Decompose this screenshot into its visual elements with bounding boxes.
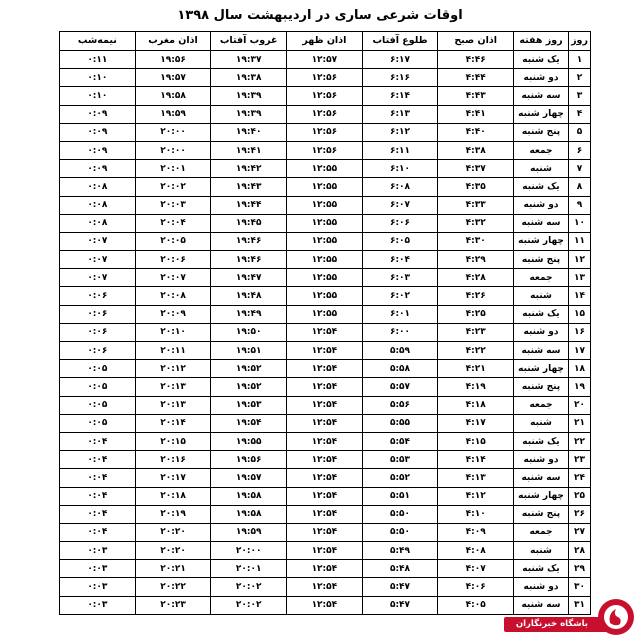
cell-weekday: پنج شنبه <box>514 123 569 141</box>
cell-sunrise: ۶:۰۳ <box>362 269 438 287</box>
cell-sunrise: ۵:۵۳ <box>362 451 438 469</box>
cell-weekday: یک شنبه <box>514 305 569 323</box>
cell-maghrib: ۲۰:۲۱ <box>135 560 211 578</box>
cell-day-num: ۱۱ <box>569 232 591 250</box>
cell-midnight: ۰:۰۵ <box>60 414 136 432</box>
cell-sunset: ۱۹:۵۸ <box>211 505 287 523</box>
cell-day-num: ۶ <box>569 141 591 159</box>
cell-midnight: ۰:۰۶ <box>60 287 136 305</box>
cell-sunrise: ۵:۵۰ <box>362 505 438 523</box>
table-row <box>60 196 591 214</box>
cell-maghrib: ۲۰:۰۷ <box>135 269 211 287</box>
cell-fajr: ۴:۲۹ <box>438 251 514 269</box>
cell-fajr: ۴:۴۰ <box>438 123 514 141</box>
cell-fajr: ۴:۳۰ <box>438 232 514 250</box>
cell-maghrib: ۱۹:۵۹ <box>135 105 211 123</box>
cell-day-num: ۱۴ <box>569 287 591 305</box>
cell-sunrise: ۶:۰۱ <box>362 305 438 323</box>
header-day: روز <box>569 32 591 51</box>
cell-fajr: ۴:۱۳ <box>438 469 514 487</box>
cell-midnight: ۰:۱۰ <box>60 87 136 105</box>
cell-maghrib: ۲۰:۱۸ <box>135 487 211 505</box>
cell-sunrise: ۵:۴۸ <box>362 560 438 578</box>
cell-sunrise: ۵:۵۶ <box>362 396 438 414</box>
cell-day-num: ۲۴ <box>569 469 591 487</box>
cell-maghrib: ۲۰:۱۵ <box>135 432 211 450</box>
cell-midnight: ۰:۰۹ <box>60 123 136 141</box>
cell-day-num: ۱۰ <box>569 214 591 232</box>
cell-weekday: شنبه <box>514 542 569 560</box>
table-row <box>60 323 591 341</box>
cell-day-num: ۲۵ <box>569 487 591 505</box>
cell-sunrise: ۶:۰۸ <box>362 178 438 196</box>
cell-sunrise: ۶:۰۰ <box>362 323 438 341</box>
cell-fajr: ۴:۲۱ <box>438 360 514 378</box>
cell-dhuhr: ۱۲:۵۴ <box>287 578 363 596</box>
table-row <box>60 214 591 232</box>
cell-dhuhr: ۱۲:۵۴ <box>287 396 363 414</box>
cell-maghrib: ۲۰:۰۴ <box>135 214 211 232</box>
cell-fajr: ۴:۴۱ <box>438 105 514 123</box>
cell-fajr: ۴:۳۷ <box>438 160 514 178</box>
cell-sunset: ۱۹:۳۷ <box>211 51 287 69</box>
cell-dhuhr: ۱۲:۵۴ <box>287 523 363 541</box>
table-row <box>60 560 591 578</box>
table-row <box>60 396 591 414</box>
cell-sunset: ۱۹:۵۶ <box>211 451 287 469</box>
cell-sunrise: ۶:۰۷ <box>362 196 438 214</box>
cell-fajr: ۴:۱۵ <box>438 432 514 450</box>
table-row <box>60 269 591 287</box>
cell-sunrise: ۵:۴۹ <box>362 542 438 560</box>
cell-dhuhr: ۱۲:۵۵ <box>287 305 363 323</box>
cell-sunset: ۱۹:۴۵ <box>211 214 287 232</box>
cell-sunrise: ۵:۵۱ <box>362 487 438 505</box>
cell-midnight: ۰:۰۶ <box>60 305 136 323</box>
prayer-times-table <box>59 31 591 615</box>
cell-midnight: ۰:۰۹ <box>60 105 136 123</box>
header-sunrise: طلوع آفتاب <box>362 32 438 51</box>
cell-weekday: دو شنبه <box>514 196 569 214</box>
table-row <box>60 378 591 396</box>
cell-dhuhr: ۱۲:۵۴ <box>287 360 363 378</box>
table-row <box>60 487 591 505</box>
cell-maghrib: ۲۰:۱۲ <box>135 360 211 378</box>
cell-dhuhr: ۱۲:۵۴ <box>287 432 363 450</box>
table-row <box>60 414 591 432</box>
cell-sunset: ۲۰:۰۲ <box>211 596 287 614</box>
cell-midnight: ۰:۰۷ <box>60 269 136 287</box>
cell-dhuhr: ۱۲:۵۴ <box>287 505 363 523</box>
table-row <box>60 542 591 560</box>
cell-midnight: ۰:۰۸ <box>60 196 136 214</box>
cell-midnight: ۰:۰۳ <box>60 596 136 614</box>
cell-maghrib: ۲۰:۱۷ <box>135 469 211 487</box>
cell-day-num: ۲۹ <box>569 560 591 578</box>
table-row <box>60 105 591 123</box>
table-row <box>60 69 591 87</box>
cell-sunset: ۱۹:۵۱ <box>211 342 287 360</box>
cell-midnight: ۰:۰۵ <box>60 360 136 378</box>
cell-sunset: ۱۹:۴۸ <box>211 287 287 305</box>
cell-dhuhr: ۱۲:۵۵ <box>287 214 363 232</box>
cell-midnight: ۰:۰۴ <box>60 451 136 469</box>
cell-weekday: چهار شنبه <box>514 360 569 378</box>
cell-weekday: جمعه <box>514 269 569 287</box>
cell-fajr: ۴:۳۲ <box>438 214 514 232</box>
cell-dhuhr: ۱۲:۵۶ <box>287 141 363 159</box>
cell-maghrib: ۱۹:۵۷ <box>135 69 211 87</box>
cell-dhuhr: ۱۲:۵۵ <box>287 178 363 196</box>
header-midnight: نیمه‌شب <box>60 32 136 51</box>
cell-midnight: ۰:۰۳ <box>60 542 136 560</box>
cell-midnight: ۰:۰۹ <box>60 160 136 178</box>
cell-sunset: ۱۹:۵۲ <box>211 360 287 378</box>
cell-sunset: ۱۹:۵۳ <box>211 396 287 414</box>
cell-weekday: دو شنبه <box>514 323 569 341</box>
cell-day-num: ۱۶ <box>569 323 591 341</box>
cell-weekday: چهار شنبه <box>514 232 569 250</box>
cell-sunrise: ۵:۴۷ <box>362 596 438 614</box>
cell-sunset: ۱۹:۳۹ <box>211 87 287 105</box>
cell-weekday: یک شنبه <box>514 178 569 196</box>
cell-sunrise: ۶:۱۱ <box>362 141 438 159</box>
cell-fajr: ۴:۱۴ <box>438 451 514 469</box>
cell-day-num: ۴ <box>569 105 591 123</box>
cell-sunset: ۱۹:۴۳ <box>211 178 287 196</box>
cell-sunset: ۱۹:۴۶ <box>211 251 287 269</box>
table-row <box>60 578 591 596</box>
header-fajr: اذان صبح <box>438 32 514 51</box>
cell-weekday: یک شنبه <box>514 560 569 578</box>
cell-weekday: شنبه <box>514 160 569 178</box>
cell-midnight: ۰:۱۰ <box>60 69 136 87</box>
cell-dhuhr: ۱۲:۵۶ <box>287 87 363 105</box>
table-row <box>60 232 591 250</box>
cell-midnight: ۰:۰۳ <box>60 578 136 596</box>
cell-dhuhr: ۱۲:۵۴ <box>287 342 363 360</box>
header-maghrib: اذان مغرب <box>135 32 211 51</box>
cell-day-num: ۲۷ <box>569 523 591 541</box>
cell-fajr: ۴:۲۳ <box>438 323 514 341</box>
cell-day-num: ۱۷ <box>569 342 591 360</box>
table-row <box>60 342 591 360</box>
header-sunset: غروب آفتاب <box>211 32 287 51</box>
cell-maghrib: ۲۰:۰۶ <box>135 251 211 269</box>
cell-sunrise: ۶:۱۷ <box>362 51 438 69</box>
cell-sunset: ۱۹:۴۷ <box>211 269 287 287</box>
cell-day-num: ۲۸ <box>569 542 591 560</box>
cell-dhuhr: ۱۲:۵۵ <box>287 232 363 250</box>
cell-sunrise: ۶:۱۲ <box>362 123 438 141</box>
cell-midnight: ۰:۰۴ <box>60 469 136 487</box>
cell-maghrib: ۲۰:۱۶ <box>135 451 211 469</box>
cell-maghrib: ۲۰:۱۳ <box>135 396 211 414</box>
cell-sunrise: ۶:۱۰ <box>362 160 438 178</box>
cell-sunset: ۱۹:۵۲ <box>211 378 287 396</box>
table-row <box>60 523 591 541</box>
cell-sunrise: ۵:۵۰ <box>362 523 438 541</box>
cell-weekday: شنبه <box>514 414 569 432</box>
cell-day-num: ۲۳ <box>569 451 591 469</box>
cell-sunset: ۲۰:۰۰ <box>211 542 287 560</box>
cell-weekday: سه شنبه <box>514 214 569 232</box>
cell-sunset: ۱۹:۳۸ <box>211 69 287 87</box>
cell-fajr: ۴:۰۷ <box>438 560 514 578</box>
cell-midnight: ۰:۰۴ <box>60 523 136 541</box>
cell-maghrib: ۲۰:۰۵ <box>135 232 211 250</box>
table-row <box>60 432 591 450</box>
cell-fajr: ۴:۰۵ <box>438 596 514 614</box>
cell-day-num: ۱۸ <box>569 360 591 378</box>
table-row <box>60 287 591 305</box>
cell-sunset: ۲۰:۰۱ <box>211 560 287 578</box>
cell-dhuhr: ۱۲:۵۷ <box>287 51 363 69</box>
cell-maghrib: ۱۹:۵۶ <box>135 51 211 69</box>
cell-maghrib: ۱۹:۵۸ <box>135 87 211 105</box>
cell-fajr: ۴:۲۶ <box>438 287 514 305</box>
cell-fajr: ۴:۰۹ <box>438 523 514 541</box>
cell-fajr: ۴:۰۸ <box>438 542 514 560</box>
cell-weekday: دو شنبه <box>514 451 569 469</box>
cell-midnight: ۰:۰۵ <box>60 396 136 414</box>
table-row <box>60 505 591 523</box>
cell-sunrise: ۶:۰۲ <box>362 287 438 305</box>
cell-dhuhr: ۱۲:۵۴ <box>287 451 363 469</box>
cell-dhuhr: ۱۲:۵۵ <box>287 269 363 287</box>
cell-sunrise: ۶:۰۴ <box>362 251 438 269</box>
cell-weekday: یک شنبه <box>514 432 569 450</box>
cell-maghrib: ۲۰:۱۰ <box>135 323 211 341</box>
cell-weekday: جمعه <box>514 523 569 541</box>
table-row <box>60 141 591 159</box>
cell-fajr: ۴:۱۷ <box>438 414 514 432</box>
cell-sunset: ۱۹:۵۴ <box>211 414 287 432</box>
table-row <box>60 251 591 269</box>
cell-midnight: ۰:۰۴ <box>60 505 136 523</box>
cell-sunrise: ۵:۵۲ <box>362 469 438 487</box>
cell-day-num: ۱۲ <box>569 251 591 269</box>
cell-midnight: ۰:۱۱ <box>60 51 136 69</box>
cell-dhuhr: ۱۲:۵۶ <box>287 69 363 87</box>
header-weekday: روز هفته <box>514 32 569 51</box>
cell-dhuhr: ۱۲:۵۴ <box>287 542 363 560</box>
cell-sunset: ۱۹:۵۰ <box>211 323 287 341</box>
cell-day-num: ۳ <box>569 87 591 105</box>
cell-sunset: ۱۹:۴۲ <box>211 160 287 178</box>
cell-weekday: سه شنبه <box>514 87 569 105</box>
cell-weekday: سه شنبه <box>514 469 569 487</box>
cell-day-num: ۱ <box>569 51 591 69</box>
cell-sunrise: ۶:۱۶ <box>362 69 438 87</box>
table-row <box>60 51 591 69</box>
cell-fajr: ۴:۰۶ <box>438 578 514 596</box>
cell-sunrise: ۶:۰۶ <box>362 214 438 232</box>
table-row <box>60 305 591 323</box>
cell-day-num: ۱۹ <box>569 378 591 396</box>
cell-day-num: ۲ <box>569 69 591 87</box>
cell-midnight: ۰:۰۷ <box>60 232 136 250</box>
cell-maghrib: ۲۰:۱۱ <box>135 342 211 360</box>
cell-day-num: ۷ <box>569 160 591 178</box>
cell-maghrib: ۲۰:۱۴ <box>135 414 211 432</box>
page-title: اوقات شرعی ساری در اردیبهشت سال ۱۳۹۸ <box>177 8 463 23</box>
cell-day-num: ۸ <box>569 178 591 196</box>
cell-day-num: ۵ <box>569 123 591 141</box>
cell-sunrise: ۶:۱۴ <box>362 87 438 105</box>
cell-sunrise: ۵:۵۵ <box>362 414 438 432</box>
cell-sunrise: ۵:۵۹ <box>362 342 438 360</box>
cell-maghrib: ۲۰:۲۰ <box>135 523 211 541</box>
cell-dhuhr: ۱۲:۵۴ <box>287 560 363 578</box>
cell-maghrib: ۲۰:۰۹ <box>135 305 211 323</box>
cell-midnight: ۰:۰۶ <box>60 342 136 360</box>
cell-maghrib: ۲۰:۰۸ <box>135 287 211 305</box>
cell-day-num: ۱۳ <box>569 269 591 287</box>
cell-fajr: ۴:۱۲ <box>438 487 514 505</box>
cell-weekday: جمعه <box>514 141 569 159</box>
cell-dhuhr: ۱۲:۵۵ <box>287 160 363 178</box>
cell-day-num: ۹ <box>569 196 591 214</box>
cell-dhuhr: ۱۲:۵۶ <box>287 123 363 141</box>
cell-midnight: ۰:۰۸ <box>60 214 136 232</box>
cell-day-num: ۳۰ <box>569 578 591 596</box>
cell-weekday: شنبه <box>514 287 569 305</box>
cell-day-num: ۲۲ <box>569 432 591 450</box>
cell-midnight: ۰:۰۴ <box>60 487 136 505</box>
cell-weekday: سه شنبه <box>514 342 569 360</box>
cell-weekday: پنج شنبه <box>514 505 569 523</box>
cell-fajr: ۴:۳۵ <box>438 178 514 196</box>
watermark-text: باشگاه خبرنگاران <box>504 617 614 632</box>
cell-midnight: ۰:۰۸ <box>60 178 136 196</box>
cell-dhuhr: ۱۲:۵۵ <box>287 251 363 269</box>
cell-maghrib: ۲۰:۲۰ <box>135 542 211 560</box>
cell-dhuhr: ۱۲:۵۴ <box>287 378 363 396</box>
cell-sunrise: ۵:۵۷ <box>362 378 438 396</box>
cell-day-num: ۳۱ <box>569 596 591 614</box>
table-row <box>60 160 591 178</box>
cell-sunset: ۱۹:۴۶ <box>211 232 287 250</box>
cell-sunset: ۱۹:۵۷ <box>211 469 287 487</box>
cell-sunset: ۲۰:۰۲ <box>211 578 287 596</box>
cell-fajr: ۴:۱۹ <box>438 378 514 396</box>
cell-maghrib: ۲۰:۰۰ <box>135 141 211 159</box>
table-row <box>60 123 591 141</box>
cell-maghrib: ۲۰:۰۱ <box>135 160 211 178</box>
cell-maghrib: ۲۰:۰۰ <box>135 123 211 141</box>
cell-fajr: ۴:۱۸ <box>438 396 514 414</box>
cell-weekday: دو شنبه <box>514 69 569 87</box>
cell-maghrib: ۲۰:۰۳ <box>135 196 211 214</box>
cell-weekday: یک شنبه <box>514 51 569 69</box>
table-row <box>60 596 591 614</box>
cell-fajr: ۴:۱۰ <box>438 505 514 523</box>
cell-sunrise: ۵:۵۸ <box>362 360 438 378</box>
cell-day-num: ۲۰ <box>569 396 591 414</box>
cell-sunset: ۱۹:۴۴ <box>211 196 287 214</box>
cell-sunset: ۱۹:۴۱ <box>211 141 287 159</box>
cell-dhuhr: ۱۲:۵۵ <box>287 196 363 214</box>
header-dhuhr: اذان ظهر <box>287 32 363 51</box>
cell-sunset: ۱۹:۵۵ <box>211 432 287 450</box>
cell-sunrise: ۵:۵۴ <box>362 432 438 450</box>
table-row <box>60 178 591 196</box>
cell-maghrib: ۲۰:۱۹ <box>135 505 211 523</box>
cell-day-num: ۲۱ <box>569 414 591 432</box>
cell-dhuhr: ۱۲:۵۴ <box>287 596 363 614</box>
cell-maghrib: ۲۰:۰۲ <box>135 178 211 196</box>
cell-fajr: ۴:۴۳ <box>438 87 514 105</box>
cell-fajr: ۴:۴۶ <box>438 51 514 69</box>
cell-dhuhr: ۱۲:۵۴ <box>287 487 363 505</box>
cell-weekday: سه شنبه <box>514 596 569 614</box>
cell-sunset: ۱۹:۳۹ <box>211 105 287 123</box>
cell-sunset: ۱۹:۵۸ <box>211 487 287 505</box>
cell-midnight: ۰:۰۴ <box>60 432 136 450</box>
cell-day-num: ۱۵ <box>569 305 591 323</box>
cell-sunset: ۱۹:۵۹ <box>211 523 287 541</box>
cell-midnight: ۰:۰۵ <box>60 378 136 396</box>
news-agency-logo-icon <box>596 597 636 637</box>
cell-weekday: جمعه <box>514 396 569 414</box>
cell-midnight: ۰:۰۳ <box>60 560 136 578</box>
cell-weekday: پنج شنبه <box>514 378 569 396</box>
table-row <box>60 451 591 469</box>
cell-midnight: ۰:۰۶ <box>60 323 136 341</box>
cell-dhuhr: ۱۲:۵۵ <box>287 287 363 305</box>
cell-dhuhr: ۱۲:۵۴ <box>287 323 363 341</box>
cell-sunset: ۱۹:۴۹ <box>211 305 287 323</box>
cell-midnight: ۰:۰۷ <box>60 251 136 269</box>
cell-fajr: ۴:۲۸ <box>438 269 514 287</box>
cell-sunset: ۱۹:۴۰ <box>211 123 287 141</box>
table-row <box>60 469 591 487</box>
table-row <box>60 87 591 105</box>
cell-fajr: ۴:۴۴ <box>438 69 514 87</box>
cell-midnight: ۰:۰۹ <box>60 141 136 159</box>
cell-maghrib: ۲۰:۲۳ <box>135 596 211 614</box>
cell-dhuhr: ۱۲:۵۴ <box>287 469 363 487</box>
cell-weekday: پنج شنبه <box>514 251 569 269</box>
cell-maghrib: ۲۰:۲۲ <box>135 578 211 596</box>
cell-weekday: چهار شنبه <box>514 105 569 123</box>
table-row <box>60 360 591 378</box>
cell-dhuhr: ۱۲:۵۶ <box>287 105 363 123</box>
cell-fajr: ۴:۳۸ <box>438 141 514 159</box>
cell-dhuhr: ۱۲:۵۴ <box>287 414 363 432</box>
cell-weekday: دو شنبه <box>514 578 569 596</box>
cell-sunrise: ۶:۰۵ <box>362 232 438 250</box>
cell-fajr: ۴:۳۳ <box>438 196 514 214</box>
cell-maghrib: ۲۰:۱۳ <box>135 378 211 396</box>
cell-weekday: چهار شنبه <box>514 487 569 505</box>
cell-day-num: ۲۶ <box>569 505 591 523</box>
cell-sunrise: ۶:۱۳ <box>362 105 438 123</box>
cell-sunrise: ۵:۴۷ <box>362 578 438 596</box>
cell-fajr: ۴:۲۲ <box>438 342 514 360</box>
cell-fajr: ۴:۲۵ <box>438 305 514 323</box>
table-header-row <box>60 32 591 51</box>
